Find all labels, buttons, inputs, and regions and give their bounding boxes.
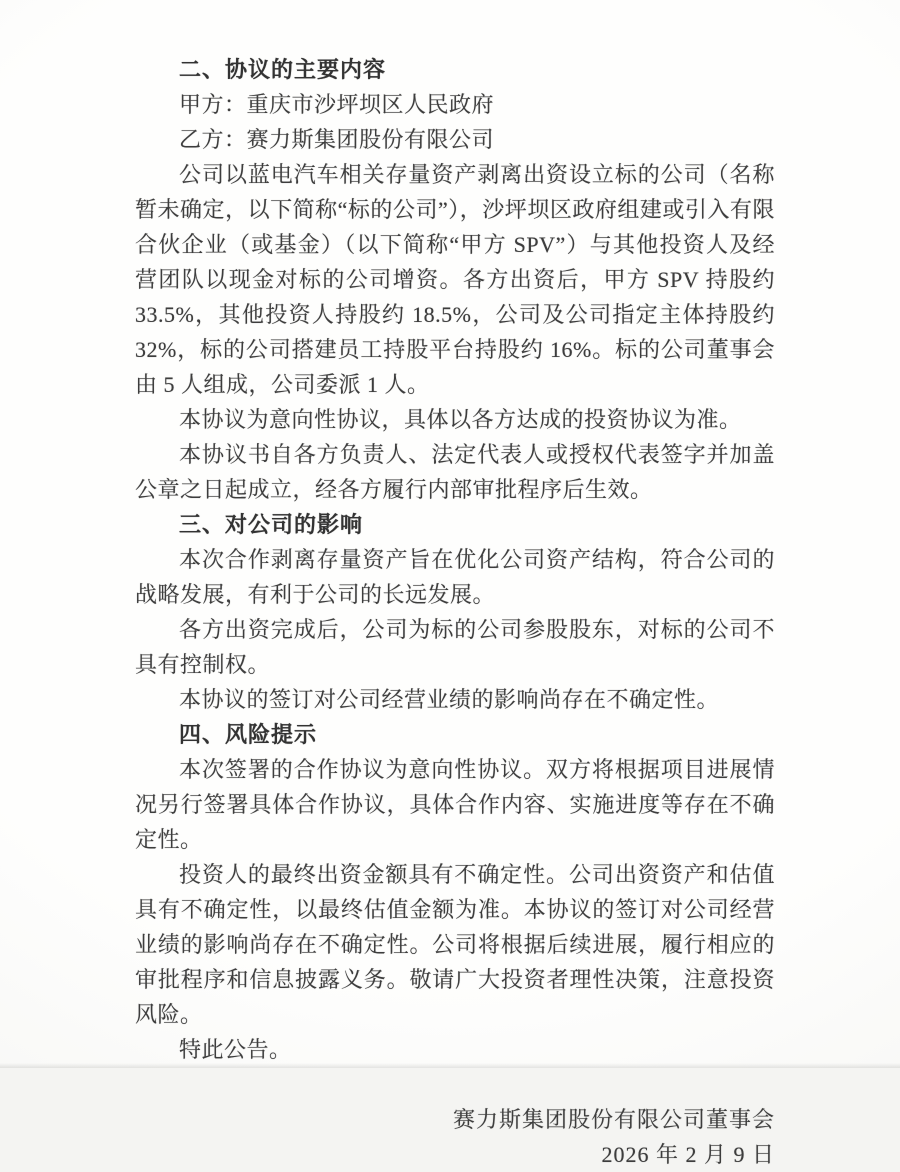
party-b-line: 乙方：赛力斯集团股份有限公司 <box>179 127 495 152</box>
paragraph-intent-agreement: 本协议为意向性协议，具体以各方达成的投资协议为准。 <box>179 407 742 432</box>
signature-company: 赛力斯集团股份有限公司董事会 <box>452 1107 775 1132</box>
paragraph-impact-control: 各方出资完成后，公司为标的公司参股股东，对标的公司不具有控制权。 <box>135 617 775 677</box>
paragraph-impact-strategy: 本次合作剥离存量资产旨在优化公司资产结构，符合公司的战略发展，有利于公司的长远发展。 <box>135 547 775 607</box>
paragraph-equity-structure: 公司以蓝电汽车相关存量资产剥离出资设立标的公司（名称暂未确定，以下简称“标的公司”），沙坪坝区政府组建或引入有限合伙企业（或基金）（以下简称“甲方 SPV”）与其他投资人及经营团队以现金对标的公司增资。各方出资后，甲方 SPV 持股约 33.5%，其他投资人持股约 18.5%，公司及公司指定主体持股约 32%，标的公司搭建员工持股平台持股约 16%。标的公司董事会由 5 人组成，公司委派 1 人。 <box>135 162 775 397</box>
party-a-line: 甲方：重庆市沙坪坝区人民政府 <box>179 92 495 117</box>
section-heading-company-impact: 三、对公司的影响 <box>179 512 364 537</box>
section-heading-risk-notice: 四、风险提示 <box>179 722 318 747</box>
signature-date: 2026 年 2 月 9 日 <box>601 1142 775 1167</box>
paragraph-risk-followup: 本次签署的合作协议为意向性协议。双方将根据项目进展情况另行签署具体合作协议，具体合作内容、实施进度等存在不确定性。 <box>135 757 775 852</box>
paragraph-impact-uncertainty: 本协议的签订对公司经营业绩的影响尚存在不确定性。 <box>179 687 720 712</box>
paragraph-announcement-close: 特此公告。 <box>179 1037 292 1062</box>
paragraph-risk-investment: 投资人的最终出资金额具有不确定性。公司出资资产和估值具有不确定性，以最终估值金额为准。本协议的签订对公司经营业绩的影响尚存在不确定性。公司将根据后续进展，履行相应的审批程序和信息披露义务。敬请广大投资者理性决策，注意投资风险。 <box>135 862 775 1027</box>
paragraph-effectiveness: 本协议书自各方负责人、法定代表人或授权代表签字并加盖公章之日起成立，经各方履行内部审批程序后生效。 <box>135 442 775 502</box>
section-heading-agreement-content: 二、协议的主要内容 <box>179 57 387 82</box>
